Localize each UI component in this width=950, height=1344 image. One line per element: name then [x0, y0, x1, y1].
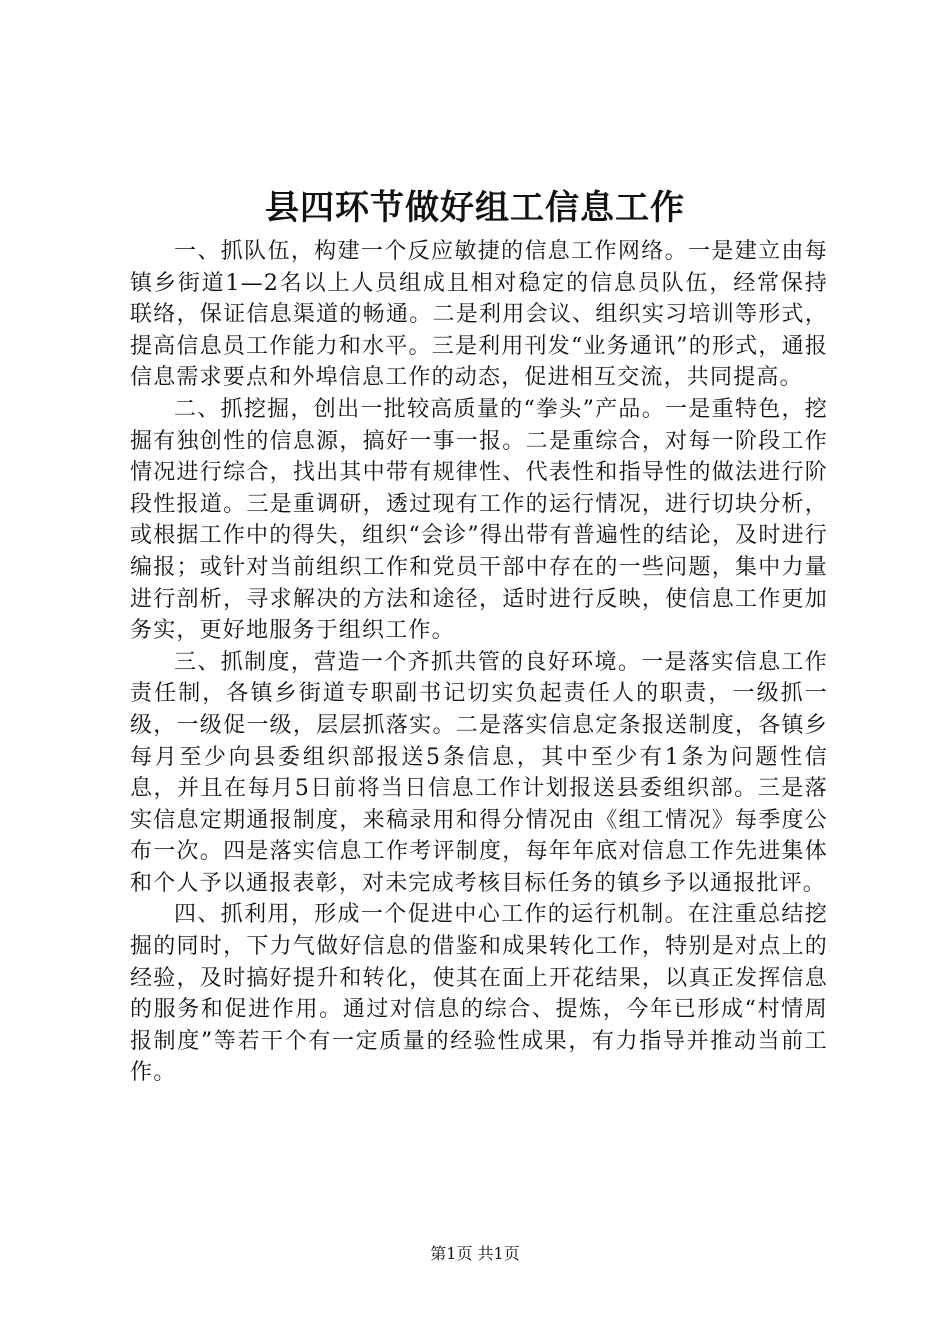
paragraph-1: 一、抓队伍，构建一个反应敏捷的信息工作网络。一是建立由每镇乡街道1—2名以上人员组成且相对稳定的信息员队伍，经常保持联络，保证信息渠道的畅通。二是利用会议、组织实习培训等形式，提高信息员工作能力和水平。三是利用刊发“业务通讯”的形式，通报信息需求要点和外埠信息工作的动态，促进相互交流，共同提高。: [130, 239, 828, 391]
document-body: [130, 236, 828, 1089]
paragraph-4: 四、抓利用，形成一个促进中心工作的运行机制。在注重总结挖掘的同时，下力气做好信息的借鉴和成果转化工作，特别是对点上的经验，及时搞好提升和转化，使其在面上开花结果，以真正发挥信息的服务和促进作用。通过对信息的综合、提炼，今年已形成“村情周报制度”等若干个有一定质量的经验性成果，有力指导并推动当前工作。: [130, 902, 828, 1086]
document-title: 县四环节做好组工信息工作: [265, 188, 685, 228]
paragraph-2: 二、抓挖掘，创出一批较高质量的“拳头”产品。一是重特色，挖掘有独创性的信息源，搞好一事一报。二是重综合，对每一阶段工作情况进行综合，找出其中带有规律性、代表性和指导性的做法进行阶段性报道。三是重调研，透过现有工作的运行情况，进行切块分析，或根据工作中的得失，组织“会诊”得出带有普遍性的结论，及时进行编报；或针对当前组织工作和党员干部中存在的一些问题，集中力量进行剖析，寻求解决的方法和途径，适时进行反映，使信息工作更加务实，更好地服务于组织工作。: [130, 396, 828, 644]
paragraph-3: 三、抓制度，营造一个齐抓共管的良好环境。一是落实信息工作责任制，各镇乡街道专职副书记切实负起责任人的职责，一级抓一级，一级促一级，层层抓落实。二是落实信息定条报送制度，各镇乡每月至少向县委组织部报送5条信息，其中至少有1条为问题性信息，并且在每月5日前将当日信息工作计划报送县委组织部。三是落实信息定期通报制度，来稿录用和得分情况由《组工情况》每季度公布一次。四是落实信息工作考评制度，每年年底对信息工作先进集体和个人予以通报表彰，对未完成考核目标任务的镇乡予以通报批评。: [130, 649, 828, 896]
page-number-footer: 第1页 共1页: [430, 1244, 520, 1263]
